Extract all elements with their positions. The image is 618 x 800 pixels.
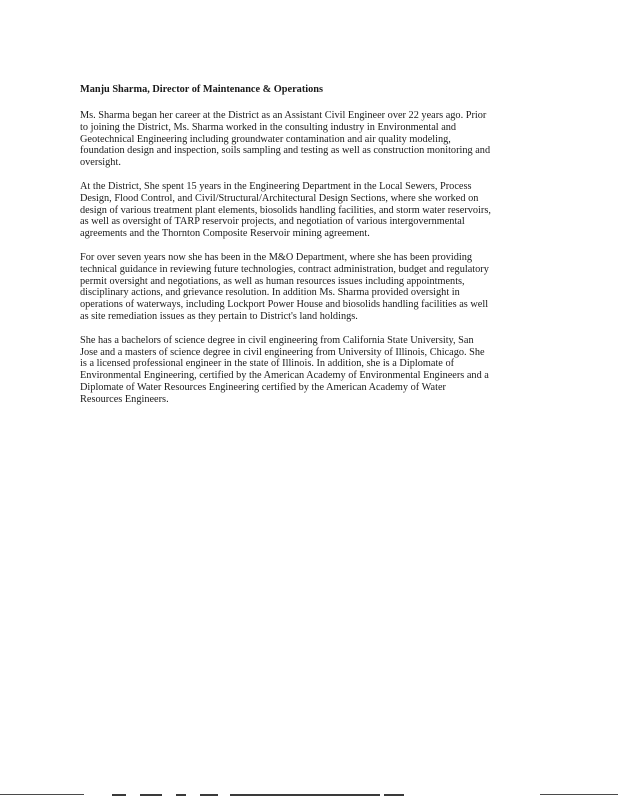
paragraph-line: For over seven years now she has been in the M&O Department, where she has been providing: [80, 251, 473, 263]
footer-scan-mark: [112, 794, 126, 796]
paragraph-line: Design, Flood Control, and Civil/Structural/Architectural Design Sections, where she worked on: [80, 192, 479, 204]
paragraph-line: agreements and the Thornton Composite Reservoir mining agreement.: [80, 228, 370, 240]
paragraph-mo-department: [80, 252, 535, 323]
paragraph-line: disciplinary actions, and grievance resolution. In addition Ms. Sharma provided oversight in: [80, 287, 460, 299]
paragraph-line: Environmental Engineering, certified by the American Academy of Environmental Engineers and a: [80, 370, 489, 382]
footer-scan-mark: [176, 794, 186, 796]
paragraph-line: Resources Engineers.: [80, 393, 169, 405]
paragraph-line: is a licensed professional engineer in the state of Illinois. In addition, she is a Diplomate of: [80, 358, 455, 370]
paragraph-line: Jose and a masters of science degree in civil engineering from University of Illinois, Chicago. She: [80, 346, 485, 358]
paragraph-line: operations of waterways, including Lockport Power House and biosolids handling facilities as well: [80, 299, 489, 311]
paragraph-line: At the District, She spent 15 years in the Engineering Department in the Local Sewers, Process: [80, 180, 472, 192]
paragraph-line: oversight.: [80, 157, 121, 169]
biography-title: Manju Sharma, Director of Maintenance & Operations: [80, 84, 323, 95]
footer-rule-right: [540, 794, 618, 795]
biography-section: [80, 84, 535, 418]
paragraph-line: permit oversight and negotiations, as well as human resources issues including appointments,: [80, 275, 465, 287]
paragraph-line: to joining the District, Ms. Sharma worked in the consulting industry in Environmental and: [80, 121, 457, 133]
paragraph-engineering-department: [80, 181, 535, 240]
footer-rule-left: [0, 794, 84, 795]
footer-scan-mark: [384, 794, 404, 796]
paragraph-line: as site remediation issues as they pertain to District's land holdings.: [80, 310, 358, 322]
paragraph-line: foundation design and inspection, soils sampling and testing as well as construction monitoring and: [80, 145, 491, 157]
paragraph-line: technical guidance in reviewing future technologies, contract administration, budget and regulatory: [80, 263, 489, 275]
paragraph-line: as well as oversight of TARP reservoir projects, and negotiation of various intergovernmental: [80, 216, 465, 228]
paragraph-line: She has a bachelors of science degree in civil engineering from California State University, San: [80, 334, 474, 346]
scan-footer-marks: [0, 794, 618, 800]
footer-scan-mark: [230, 794, 380, 796]
paragraph-line: Ms. Sharma began her career at the District as an Assistant Civil Engineer over 22 years ago. Prior: [80, 110, 487, 121]
paragraph-line: design of various treatment plant elements, biosolids handling facilities, and storm water reservoirs,: [80, 204, 491, 216]
footer-scan-mark: [140, 794, 162, 796]
paragraph-line: Geotechnical Engineering including groundwater contamination and air quality modeling,: [80, 133, 451, 145]
paragraph-education: [80, 335, 535, 406]
paragraph-career-start: [80, 110, 535, 169]
paragraph-line: Diplomate of Water Resources Engineering certified by the American Academy of Water: [80, 381, 446, 393]
footer-scan-mark: [200, 794, 218, 796]
